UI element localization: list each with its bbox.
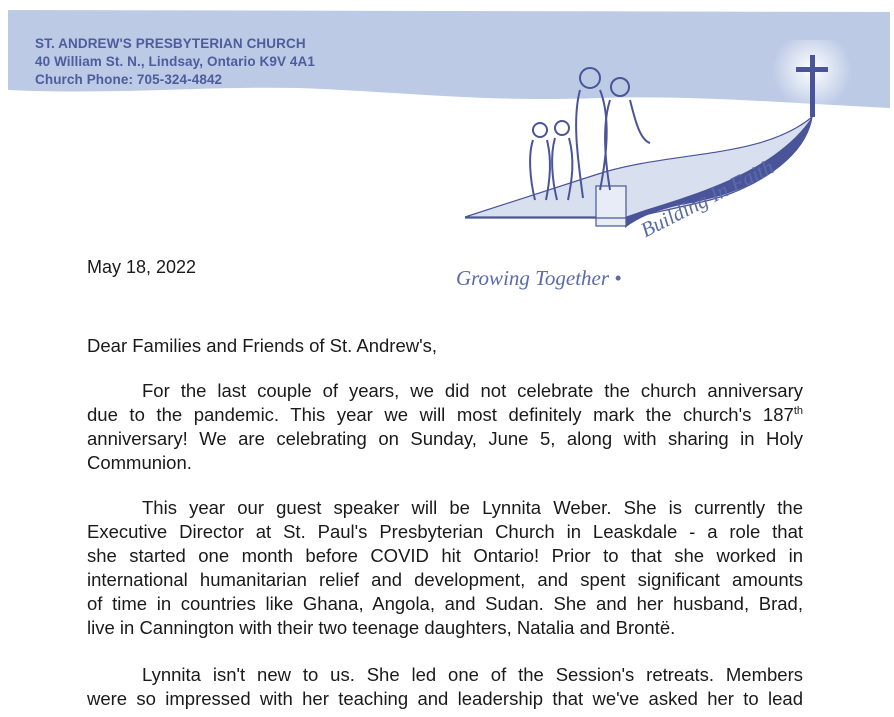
paragraph-line: she started one month before COVID hit Ontario! Prior to that she worked in bbox=[87, 545, 803, 566]
paragraph-line: Communion. bbox=[87, 452, 192, 473]
paragraph-line: international humanitarian relief and development, and spent significant amounts bbox=[87, 569, 803, 590]
paragraph-line: live in Cannington with their two teenage daughters, Natalia and Brontë. bbox=[87, 617, 676, 638]
paragraph-line: anniversary! We are celebrating on Sunday, June 5, along with sharing in Holy bbox=[87, 428, 803, 449]
paragraph-line: due to the pandemic. This year we will most definitely mark the church's 187th bbox=[87, 404, 803, 425]
church-phone: Church Phone: 705-324-4842 bbox=[35, 72, 223, 87]
tagline-growing-together: Growing Together • bbox=[456, 266, 622, 290]
paragraph-line: were so impressed with her teaching and leadership that we've asked her to lead bbox=[87, 688, 803, 709]
salutation: Dear Families and Friends of St. Andrew's, bbox=[87, 335, 438, 356]
church-logo bbox=[440, 40, 894, 270]
church-address: 40 William St. N., Lindsay, Ontario K9V 4A1 bbox=[35, 54, 316, 69]
church-name: ST. ANDREW'S PRESBYTERIAN CHURCH bbox=[35, 36, 306, 51]
letter-date: May 18, 2022 bbox=[87, 257, 197, 277]
paragraph-line: of time in countries like Ghana, Angola, and Sudan. She and her husband, Brad, bbox=[87, 593, 803, 614]
paragraph-line: Executive Director at St. Paul's Presbyterian Church in Leaskdale - a role that bbox=[87, 521, 803, 542]
paragraph-line: For the last couple of years, we did not celebrate the church anniversary bbox=[142, 380, 803, 401]
paragraph-line: This year our guest speaker will be Lynnita Weber. She is currently the bbox=[142, 497, 803, 518]
paragraph-line: Lynnita isn't new to us. She led one of the Session's retreats. Members bbox=[142, 664, 803, 685]
tagline-building-in-faith: Building In Faith bbox=[636, 154, 778, 243]
